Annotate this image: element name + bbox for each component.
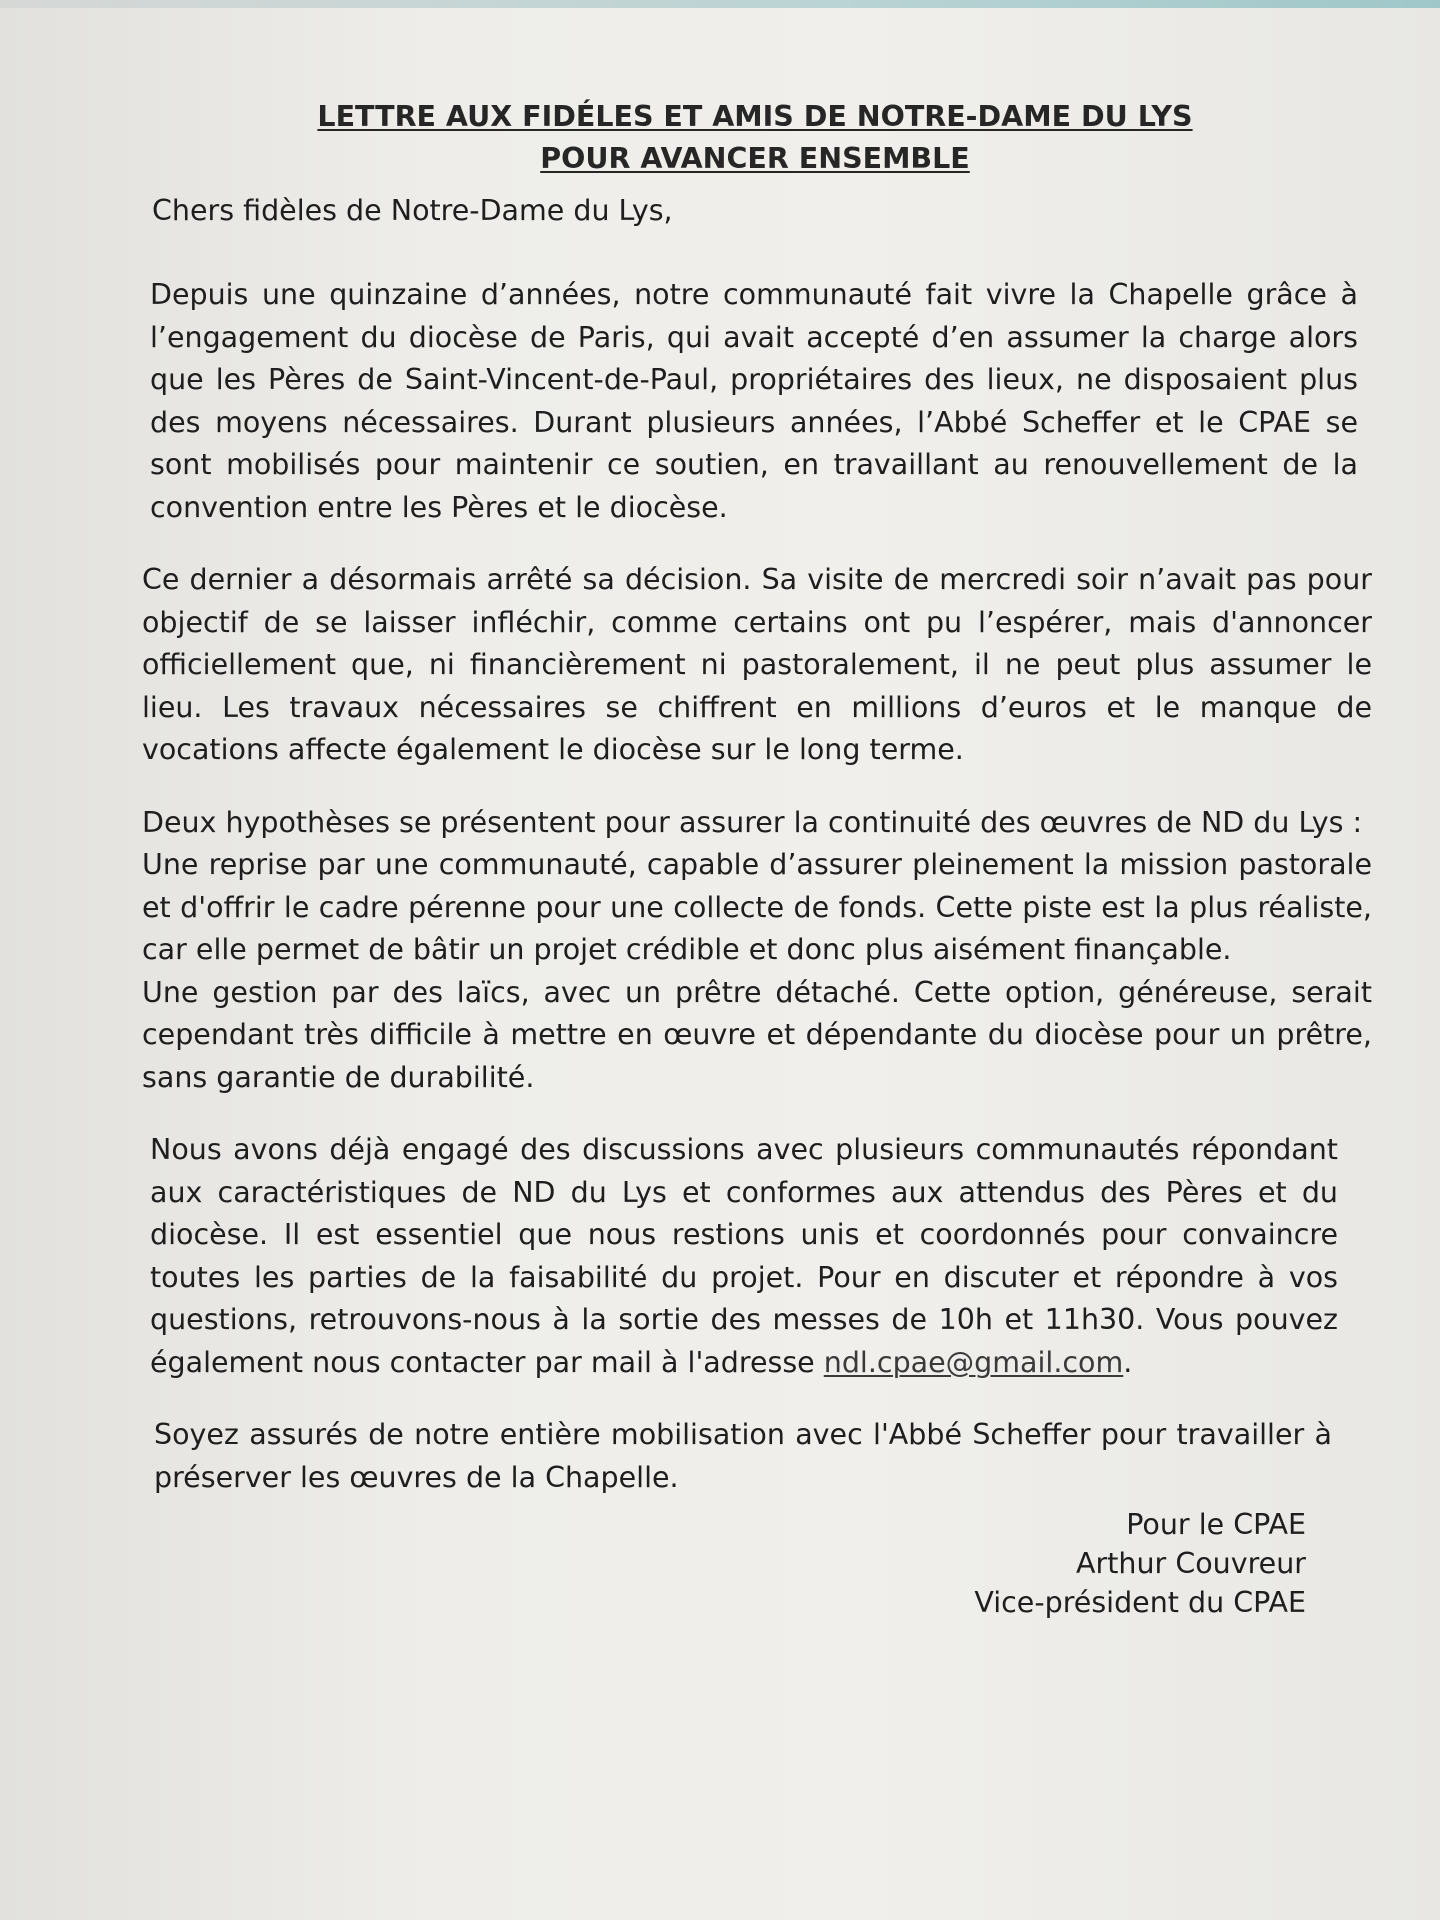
paragraph-discussions bbox=[150, 1129, 1338, 1384]
paragraph-history: Depuis une quinzaine d’années, notre communauté fait vivre la Chapelle grâce à l’engagement du diocèse de Paris, qui avait accepté d’en assumer la charge alors que les Pères de Saint-Vincent-de-Paul, propriétaires des lieux, ne disposaient plus des moyens nécessaires. Durant plusieurs années, l’Abbé Scheffer et le CPAE se sont mobilisés pour maintenir ce soutien, en travaillant au renouvellement de la convention entre les Pères et le diocèse. bbox=[150, 278, 1358, 524]
hypothesis-community: Une reprise par une communauté, capable d’assurer pleinement la mission pastorale et d'offrir le cadre pérenne pour une collecte de fonds. Cette piste est la plus réaliste, car elle permet de bâtir un projet crédible et donc plus aisément finançable. bbox=[142, 848, 1372, 966]
email-suffix: . bbox=[1123, 1345, 1133, 1379]
letter-title bbox=[142, 96, 1368, 180]
letter-page bbox=[0, 8, 1440, 1920]
hypothesis-laity: Une gestion par des laïcs, avec un prêtre détaché. Cette option, généreuse, serait cependant très difficile à mettre en œuvre et dépendante du diocèse pour un prêtre, sans garantie de durabilité. bbox=[142, 975, 1372, 1094]
contact-email-link[interactable]: ndl.cpae@gmail.com bbox=[823, 1345, 1124, 1379]
signature-block bbox=[142, 1505, 1306, 1622]
paragraph-decision: Ce dernier a désormais arrêté sa décision. Sa visite de mercredi soir n’avait pas pour objectif de se laisser infléchir, comme certains ont pu l’espérer, mais d'annoncer officiellement que, ni financièrement ni pastoralement, il ne peut plus assumer le lieu. Les travaux nécessaires se chiffrent en millions d’euros et le manque de vocations affecte également le diocèse sur le long terme. bbox=[142, 563, 1372, 766]
letter-content bbox=[142, 96, 1372, 1622]
paragraph-hypotheses bbox=[142, 802, 1372, 1100]
discussions-text: Nous avons déjà engagé des discussions avec plusieurs communautés répondant aux caractéristiques de ND du Lys et conformes aux attendus des Pères et du diocèse. Il est essentiel que nous restions unis et coordonnés pour convaincre toutes les parties de la faisabilité du projet. Pour en discuter et répondre à vos questions, retrouvons-nous à la sortie des messes de 10h et 11h30. Vous pouvez également nous contacter par mail à l'adresse bbox=[150, 1133, 1338, 1379]
title-line-2: POUR AVANCER ENSEMBLE bbox=[540, 142, 970, 175]
title-line-1: LETTRE AUX FIDÉLES ET AMIS DE NOTRE-DAME DU LYS bbox=[317, 100, 1193, 133]
signature-line-1: Pour le CPAE bbox=[1126, 1508, 1306, 1541]
hypotheses-intro: Deux hypothèses se présentent pour assurer la continuité des œuvres de ND du Lys : bbox=[142, 805, 1363, 839]
greeting: Chers fidèles de Notre-Dame du Lys, bbox=[152, 194, 673, 227]
signature-role: Vice-président du CPAE bbox=[974, 1586, 1306, 1619]
paragraph-closing: Soyez assurés de notre entière mobilisation avec l'Abbé Scheffer pour travailler à préserver les œuvres de la Chapelle. bbox=[154, 1418, 1332, 1494]
signature-name: Arthur Couvreur bbox=[1076, 1547, 1306, 1580]
